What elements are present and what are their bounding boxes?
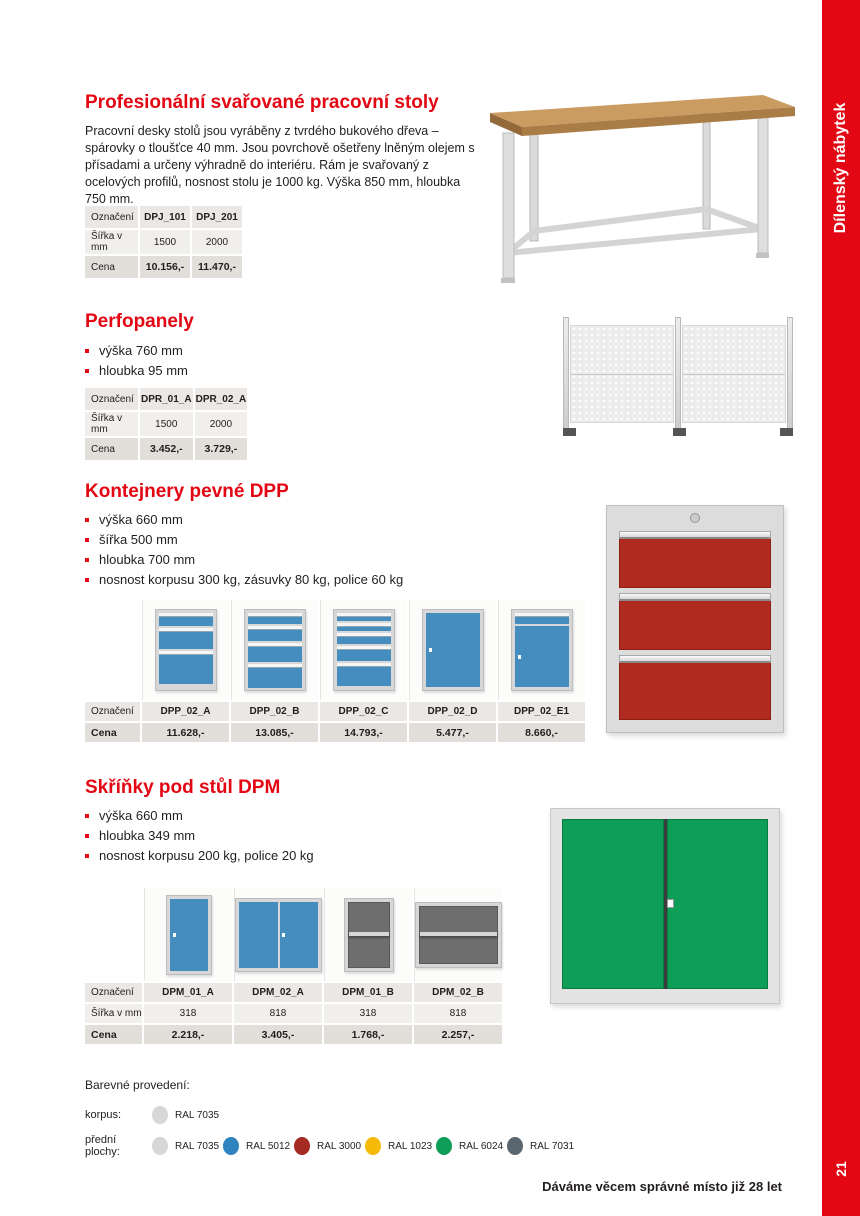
front-faces-swatches <box>152 1137 578 1155</box>
drawer-front <box>337 646 391 661</box>
product-price: 14.793,- <box>320 723 407 742</box>
panel-foot <box>673 428 686 436</box>
color-option <box>152 1137 223 1155</box>
product-code: DPM_01_A <box>144 983 232 1002</box>
open-shelf <box>419 906 498 964</box>
drawer-front <box>619 539 771 588</box>
bullet-item <box>85 552 403 567</box>
product-column <box>142 600 229 742</box>
product-price: 13.085,- <box>231 723 318 742</box>
drawer-front <box>337 623 391 631</box>
panel-divider <box>683 374 785 375</box>
product-image-cell <box>234 888 322 981</box>
table-row <box>85 230 242 254</box>
product-table-label-column <box>85 888 142 1044</box>
product-code: DPM_02_B <box>414 983 502 1002</box>
panel-foot <box>563 428 576 436</box>
cabinet-door <box>422 609 484 691</box>
table-row <box>85 256 242 278</box>
door-front <box>515 626 569 687</box>
dpm-product-table <box>85 888 502 1044</box>
perforated-panels-image <box>563 317 793 441</box>
perfo-panel-right <box>682 325 786 423</box>
product-column <box>409 600 496 742</box>
product-image-cell <box>144 888 232 981</box>
drawer-front <box>619 663 771 720</box>
color-option <box>365 1137 436 1155</box>
bullet-item <box>85 808 314 823</box>
section-title-worktables: Profesionální svařované pracovní stoly <box>85 92 439 113</box>
bullet-icon <box>85 814 89 818</box>
image-spacer <box>85 888 142 981</box>
perfo-panel-left <box>570 325 674 423</box>
dpm-bullet-list <box>85 808 314 863</box>
product-price: 1.768,- <box>324 1025 412 1044</box>
color-name: RAL 3000 <box>317 1140 362 1152</box>
drawer-front <box>337 633 391 644</box>
product-image-cell <box>498 600 585 700</box>
door-right <box>667 819 769 989</box>
row-label: Označení <box>85 702 140 721</box>
cabinet-single-door <box>166 895 212 975</box>
cabinet-3-drawers <box>155 609 217 691</box>
worktables-table <box>83 204 244 280</box>
bullet-item <box>85 343 188 358</box>
color-swatch-icon <box>365 1137 381 1155</box>
table-cell: 10.156,- <box>140 256 190 278</box>
cabinet-doors <box>562 819 768 989</box>
bullet-label: hloubka 95 mm <box>99 363 188 378</box>
korpus-color-row <box>85 1105 223 1125</box>
drawer-front <box>248 626 302 641</box>
product-code: DPM_02_A <box>234 983 322 1002</box>
perfopanely-table <box>83 386 249 462</box>
product-image-cell <box>414 888 502 981</box>
row-label: Šířka v mm <box>85 1004 142 1023</box>
panel-post <box>675 317 681 431</box>
product-code: DPP_02_A <box>142 702 229 721</box>
panel-foot <box>780 428 793 436</box>
table-row <box>85 412 247 436</box>
bullet-item <box>85 532 403 547</box>
product-code: DPP_02_C <box>320 702 407 721</box>
section-title-perfopanely: Perfopanely <box>85 311 194 332</box>
product-column <box>324 888 412 1044</box>
product-price: 11.628,- <box>142 723 229 742</box>
product-column <box>144 888 232 1044</box>
sidebar-tab <box>822 0 860 1216</box>
door-handle <box>667 899 674 908</box>
front-faces-label: přední plochy: <box>85 1134 120 1158</box>
table-cell: 3.452,- <box>140 438 193 460</box>
drawer-front <box>515 613 569 624</box>
shelf <box>420 932 497 936</box>
bullet-icon <box>85 349 89 353</box>
drawer-handle <box>619 593 771 601</box>
color-name: RAL 7035 <box>175 1140 220 1152</box>
color-option <box>507 1137 578 1155</box>
bullet-icon <box>85 854 89 858</box>
table-cell: 1500 <box>140 412 193 436</box>
product-column <box>414 888 502 1044</box>
bullet-label: výška 760 mm <box>99 343 183 358</box>
product-price: 2.218,- <box>144 1025 232 1044</box>
bullet-icon <box>85 518 89 522</box>
product-column <box>320 600 407 742</box>
perfopanely-bullet-list <box>85 343 188 378</box>
bullet-item <box>85 572 403 587</box>
color-swatch-icon <box>294 1137 310 1155</box>
product-price: 8.660,- <box>498 723 585 742</box>
product-width: 318 <box>324 1004 412 1023</box>
product-image-cell <box>324 888 412 981</box>
drawer <box>619 531 771 588</box>
bullet-label: nosnost korpusu 200 kg, police 20 kg <box>99 848 314 863</box>
sidebar-category-label: Dílenský nábytek <box>832 102 849 234</box>
color-swatch-icon <box>436 1137 452 1155</box>
bullet-icon <box>85 538 89 542</box>
row-label: Označení <box>85 388 138 410</box>
lock-icon <box>690 513 700 523</box>
table-cell: DPJ_101 <box>140 206 190 228</box>
table-cell: 3.729,- <box>195 438 248 460</box>
drawer-front <box>248 643 302 662</box>
drawer <box>619 655 771 720</box>
drawer-front <box>159 613 213 626</box>
open-shelf-wide <box>415 902 502 968</box>
product-price: 5.477,- <box>409 723 496 742</box>
row-label: Označení <box>85 983 142 1002</box>
korpus-label: korpus: <box>85 1109 122 1121</box>
door-front <box>170 899 208 971</box>
table-row <box>85 206 242 228</box>
bullet-label: hloubka 700 mm <box>99 552 196 567</box>
bullet-icon <box>85 558 89 562</box>
worktables-description: Pracovní desky stolů jsou vyráběny z tvrdého bukového dřeva – spárovky o tloušťce 40 mm. Jsou povrchově ošetřeny lněným olejem s přísadami a určeny výhradně do interiéru. Rám je svařovaný z ocelových profilů, nosnost stolu je 1000 kg. Výška 850 mm, hloubka 750 mm. <box>85 124 475 206</box>
cabinet-drawer-door <box>511 609 573 691</box>
product-width: 818 <box>234 1004 322 1023</box>
door-left <box>562 819 664 989</box>
double-doors <box>239 902 318 968</box>
green-double-door-cabinet-image <box>550 808 780 1004</box>
shelf <box>349 932 389 936</box>
color-name: RAL 7031 <box>530 1140 575 1152</box>
color-name: RAL 1023 <box>388 1140 433 1152</box>
table-row <box>85 388 247 410</box>
drawer-front <box>248 613 302 624</box>
image-spacer <box>85 600 140 700</box>
color-name: RAL 7035 <box>175 1109 220 1121</box>
product-column <box>234 888 322 1044</box>
drawer-front <box>337 663 391 686</box>
row-label: Cena <box>85 1025 142 1044</box>
product-width: 818 <box>414 1004 502 1023</box>
red-drawer-cabinet-image <box>606 505 784 733</box>
bullet-label: šířka 500 mm <box>99 532 178 547</box>
drawer <box>619 593 771 650</box>
colors-heading: Barevné provedení: <box>85 1078 190 1092</box>
product-image-cell <box>320 600 407 700</box>
row-label: Šířka v mm <box>85 412 138 436</box>
product-code: DPM_01_B <box>324 983 412 1002</box>
drawer-handle <box>619 655 771 663</box>
front-faces-color-row <box>85 1136 578 1156</box>
row-label: Cena <box>85 256 138 278</box>
cabinet-double-door <box>235 898 322 972</box>
row-label: Cena <box>85 438 138 460</box>
dpp-product-table <box>85 600 585 742</box>
color-swatch-icon <box>223 1137 239 1155</box>
product-column <box>231 600 318 742</box>
product-column <box>498 600 585 742</box>
cabinet-5-drawers <box>333 609 395 691</box>
bullet-icon <box>85 369 89 373</box>
panel-post <box>787 317 793 431</box>
bullet-item <box>85 848 314 863</box>
color-swatch-icon <box>507 1137 523 1155</box>
bullet-label: hloubka 349 mm <box>99 828 196 843</box>
page-number: 21 <box>833 1161 849 1177</box>
product-price: 2.257,- <box>414 1025 502 1044</box>
table-cell: DPR_02_A <box>195 388 248 410</box>
table-cell: 2000 <box>195 412 248 436</box>
door-front <box>426 613 480 687</box>
dpp-bullet-list <box>85 512 403 587</box>
color-name: RAL 6024 <box>459 1140 504 1152</box>
korpus-swatches <box>152 1106 223 1124</box>
product-width: 318 <box>144 1004 232 1023</box>
cabinet-top <box>619 510 771 526</box>
drawer-front <box>159 628 213 649</box>
drawer-front <box>159 651 213 684</box>
product-code: DPP_02_B <box>231 702 318 721</box>
table-row <box>85 438 247 460</box>
section-title-dpp: Kontejnery pevné DPP <box>85 481 289 502</box>
table-cell: 2000 <box>192 230 242 254</box>
bullet-item <box>85 363 188 378</box>
product-code: DPP_02_E1 <box>498 702 585 721</box>
table-cell: 1500 <box>140 230 190 254</box>
bullet-label: výška 660 mm <box>99 808 183 823</box>
drawer-front <box>619 601 771 650</box>
panel-divider <box>571 374 673 375</box>
row-label: Cena <box>85 723 140 742</box>
panel-post <box>563 317 569 431</box>
color-option <box>223 1137 294 1155</box>
open-shelf-narrow <box>344 898 394 972</box>
product-table-label-column <box>85 600 140 742</box>
table-cell: DPJ_201 <box>192 206 242 228</box>
product-image-cell <box>231 600 318 700</box>
bullet-icon <box>85 834 89 838</box>
color-option <box>436 1137 507 1155</box>
product-price: 3.405,- <box>234 1025 322 1044</box>
footer-slogan: Dáváme věcem správné místo již 28 let <box>542 1179 782 1194</box>
row-label: Šířka v mm <box>85 230 138 254</box>
color-swatch-icon <box>152 1106 168 1124</box>
workbench-illustration <box>478 83 803 288</box>
row-label: Označení <box>85 206 138 228</box>
section-title-dpm: Skříňky pod stůl DPM <box>85 777 281 798</box>
open-shelf <box>348 902 390 968</box>
table-cell: DPR_01_A <box>140 388 193 410</box>
door-front <box>280 902 319 968</box>
drawer-front <box>337 613 391 621</box>
color-option <box>294 1137 365 1155</box>
welded-workbench-image <box>478 83 803 288</box>
bullet-label: nosnost korpusu 300 kg, zásuvky 80 kg, police 60 kg <box>99 572 404 587</box>
color-swatch-icon <box>152 1137 168 1155</box>
product-image-cell <box>409 600 496 700</box>
cabinet-4-drawers <box>244 609 306 691</box>
drawer-front <box>248 664 302 688</box>
product-image-cell <box>142 600 229 700</box>
bullet-item <box>85 828 314 843</box>
table-cell: 11.470,- <box>192 256 242 278</box>
bullet-item <box>85 512 403 527</box>
color-option <box>152 1106 223 1124</box>
door-front <box>239 902 278 968</box>
bullet-icon <box>85 578 89 582</box>
bullet-label: výška 660 mm <box>99 512 183 527</box>
color-name: RAL 5012 <box>246 1140 291 1152</box>
drawer-handle <box>619 531 771 539</box>
product-code: DPP_02_D <box>409 702 496 721</box>
